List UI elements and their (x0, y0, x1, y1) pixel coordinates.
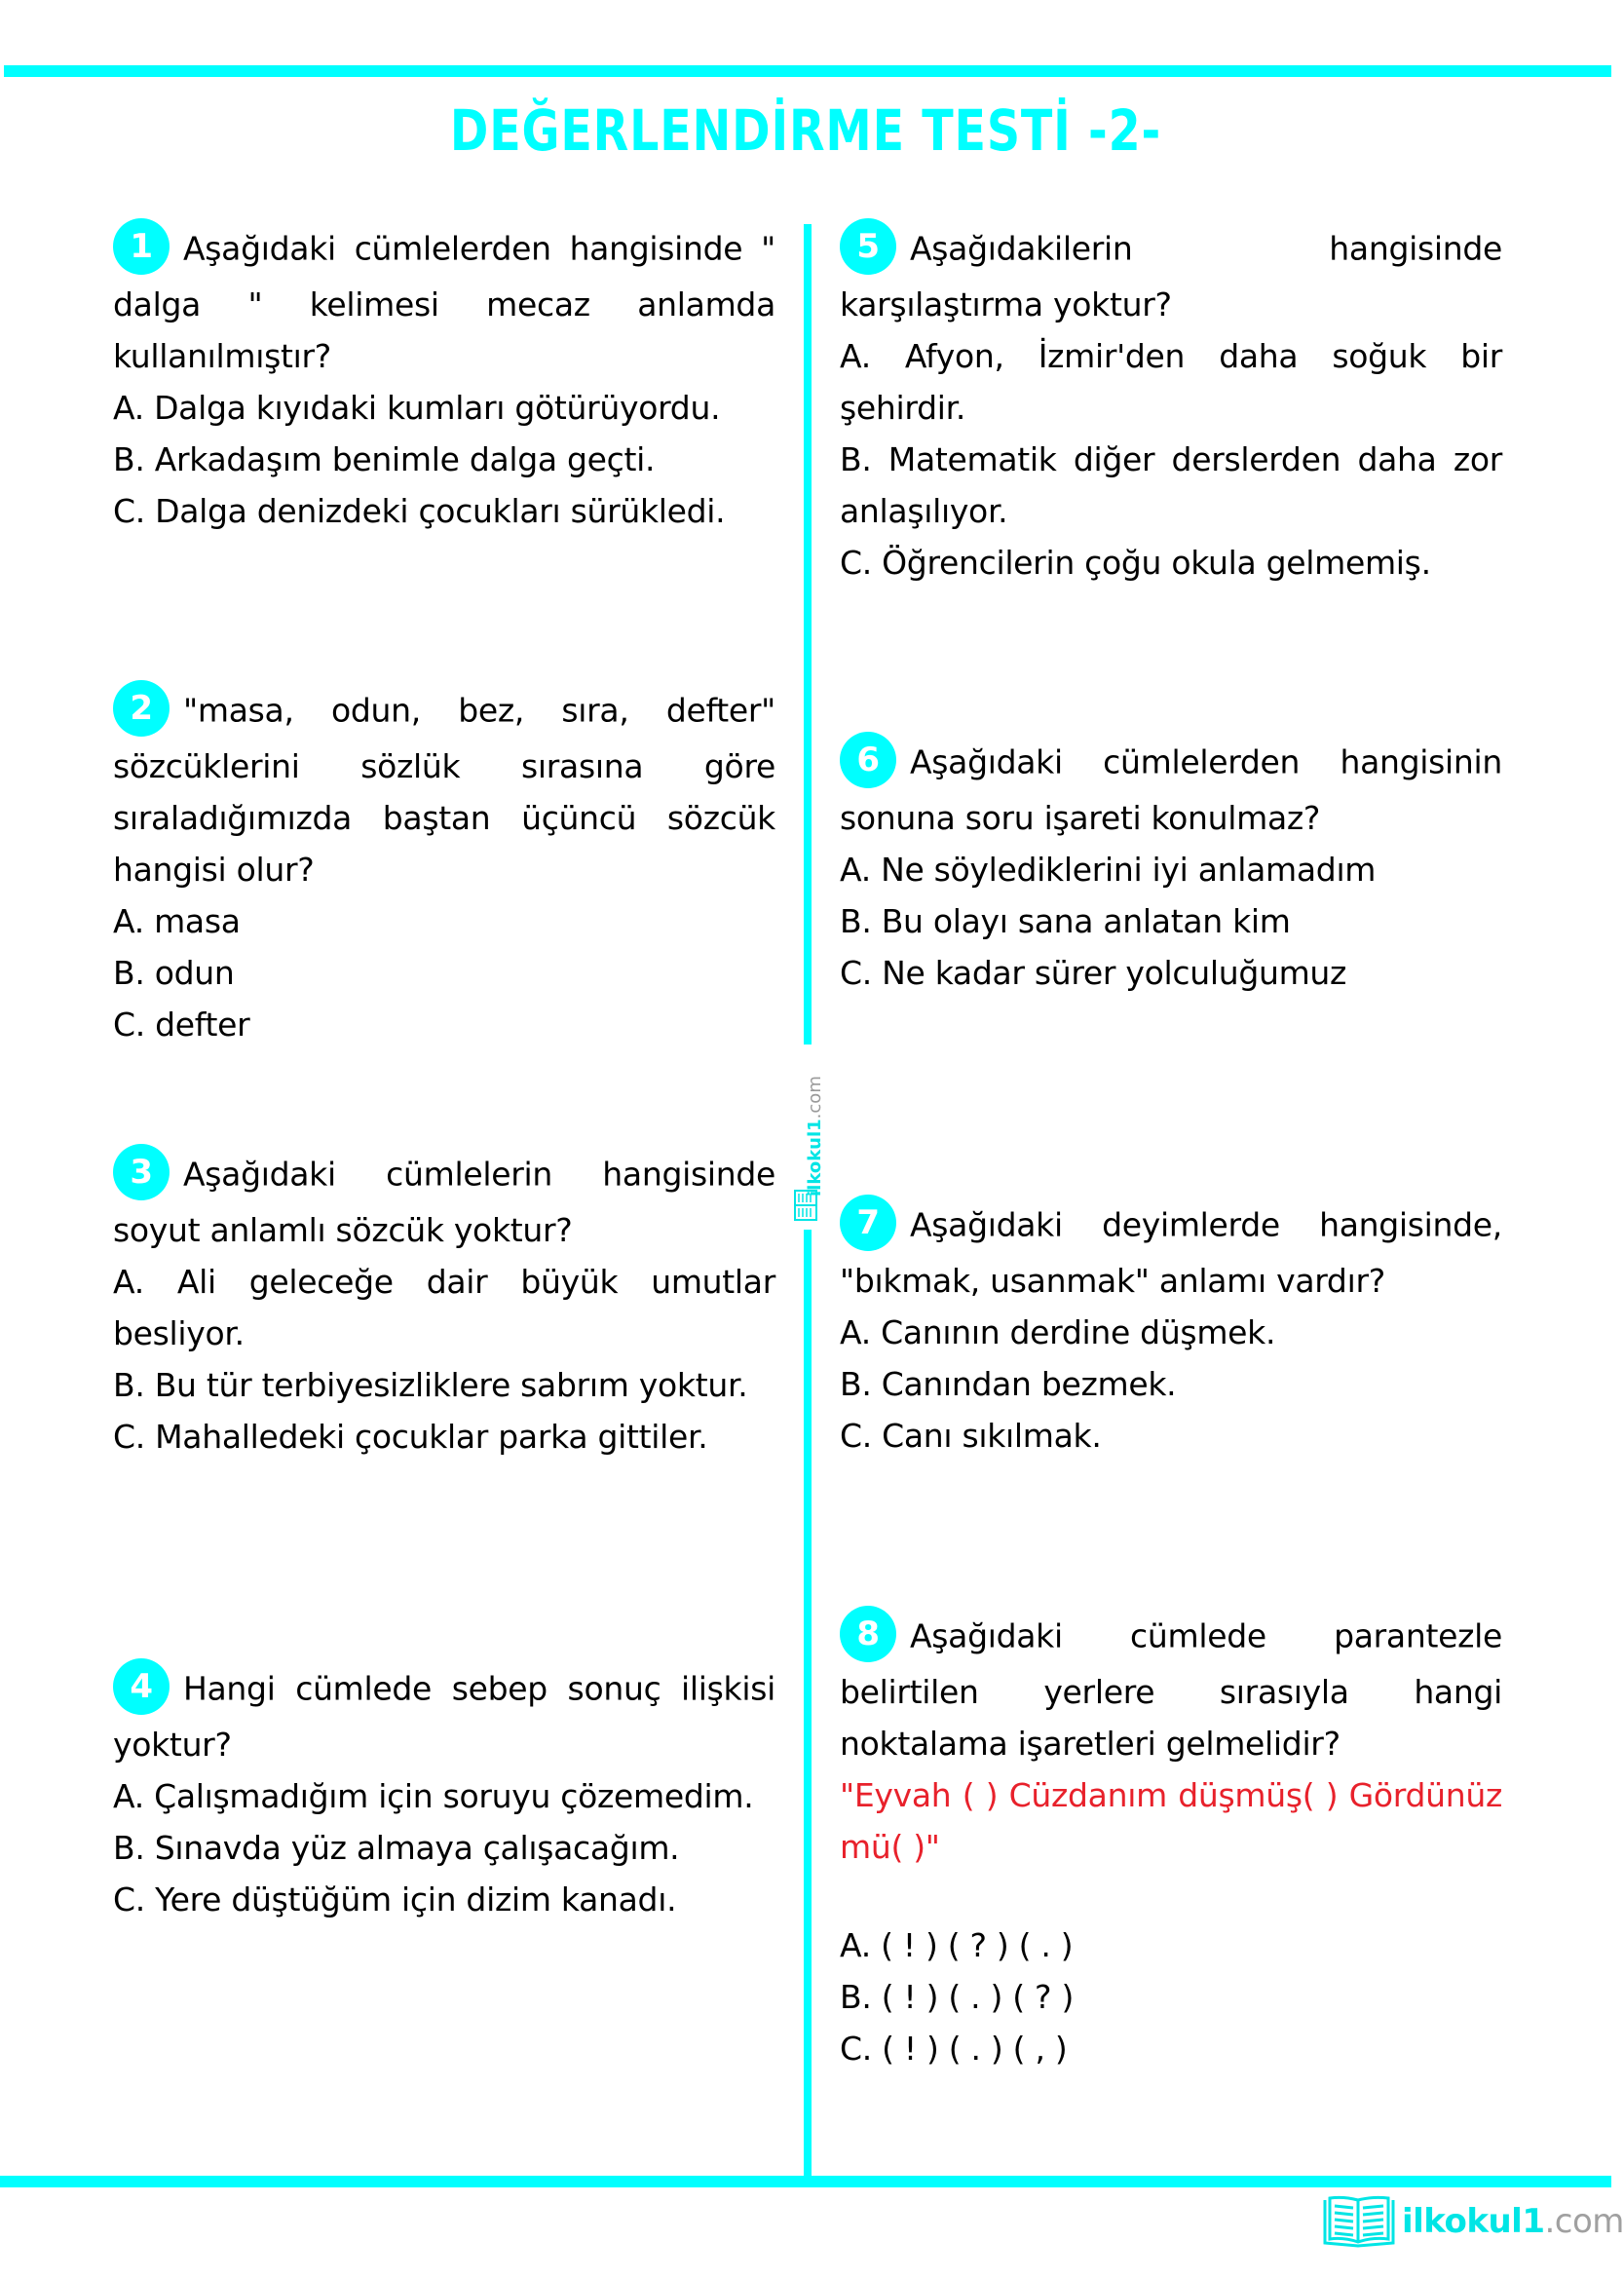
watermark-text: ilkokul1.com (805, 1076, 825, 1196)
option-b: B. odun (113, 954, 235, 992)
side-watermark (779, 1072, 825, 1228)
option-b: B. ( ! ) ( . ) ( ? ) (840, 1978, 1075, 2016)
option-c: C. Öğrencilerin çoğu okula gelmemiş. (840, 544, 1431, 582)
question-1 (113, 222, 775, 537)
question-text: Aşağıdaki cümlelerden hangisinin sonuna soru işareti konulmaz? (840, 742, 1502, 837)
option-a: A. Çalışmadığım için soruyu çözemedim. (113, 1777, 754, 1815)
question-7 (840, 1198, 1502, 1462)
option-b: B. Bu olayı sana anlatan kim (840, 902, 1291, 940)
question-8 (840, 1610, 1502, 2074)
question-text: Hangi cümlede sebep sonuç ilişkisi yoktur? (113, 1669, 775, 1764)
option-b: B. Bu tür terbiyesizliklere sabrım yoktur. (113, 1366, 748, 1404)
question-number-badge: 2 (113, 680, 170, 737)
question-number-badge: 1 (113, 218, 170, 275)
option-c: C. defter (113, 1006, 250, 1044)
footer-brand: ilkokul1.com (1402, 2202, 1624, 2241)
question-number-badge: 6 (840, 732, 896, 788)
question-text: Aşağıdaki deyimlerde hangisinde, "bıkmak, usanmak" anlamı vardır? (840, 1205, 1502, 1300)
top-accent-bar (4, 65, 1611, 77)
open-book-icon (1322, 2194, 1396, 2249)
option-a: A. Ne söylediklerini iyi anlamadım (840, 851, 1377, 889)
question-stem (113, 222, 775, 382)
option-a: A. Dalga kıyıdaki kumları götürüyordu. (113, 389, 721, 427)
question-stem (113, 1662, 775, 1770)
question-4 (113, 1662, 775, 1925)
question-number-badge: 5 (840, 218, 896, 275)
column-divider-bottom (804, 1230, 812, 2177)
option-a: A. Ali geleceğe dair büyük umutlar besliyor. (113, 1263, 775, 1352)
option-b: B. Matematik diğer derslerden daha zor anlaşılıyor. (840, 440, 1502, 530)
question-number-badge: 3 (113, 1144, 170, 1200)
answer-options (840, 1919, 1502, 2074)
question-stem (840, 736, 1502, 844)
question-3 (113, 1148, 775, 1462)
question-stem (113, 684, 775, 895)
option-b: B. Arkadaşım benimle dalga geçti. (113, 440, 656, 478)
question-text: Aşağıdakilerin hangisinde karşılaştırma yoktur? (840, 229, 1502, 323)
option-a: A. masa (113, 902, 241, 940)
option-c: C. Dalga denizdeki çocukları sürükledi. (113, 492, 726, 530)
option-c: C. ( ! ) ( . ) ( , ) (840, 2030, 1068, 2068)
question-number-badge: 8 (840, 1606, 896, 1662)
option-b: B. Canından bezmek. (840, 1365, 1177, 1403)
option-c: C. Yere düştüğüm için dizim kanadı. (113, 1880, 677, 1918)
option-c: C. Canı sıkılmak. (840, 1417, 1102, 1455)
question-text: "masa, odun, bez, sıra, defter" sözcüklerini sözlük sırasına göre sıraladığımızda baştan üçüncü sözcük hangisi olur? (113, 691, 775, 889)
option-a: A. Afyon, İzmir'den daha soğuk bir şehirdir. (840, 337, 1502, 427)
question-stem (840, 1610, 1502, 1769)
option-c: C. Mahalledeki çocuklar parka gittiler. (113, 1418, 708, 1456)
option-a: A. ( ! ) ( ? ) ( . ) (840, 1926, 1074, 1964)
question-stem (113, 1148, 775, 1256)
footer-logo (1322, 2192, 1624, 2251)
question-5 (840, 222, 1502, 589)
question-number-badge: 4 (113, 1658, 170, 1715)
question-2 (113, 684, 775, 1050)
page-title: DEĞERLENDİRME TESTİ -2- (449, 97, 1162, 164)
question-text: Aşağıdaki cümlelerin hangisinde soyut anlamlı sözcük yoktur? (113, 1155, 775, 1249)
question-text: Aşağıdaki cümlelerden hangisinde " dalga " kelimesi mecaz anlamda kullanılmıştır? (113, 229, 775, 375)
option-b: B. Sınavda yüz almaya çalışacağım. (113, 1829, 680, 1867)
question-stem (840, 1198, 1502, 1307)
question-stem (840, 222, 1502, 330)
column-divider-top (804, 224, 812, 1045)
question-6 (840, 736, 1502, 999)
question-number-badge: 7 (840, 1195, 896, 1251)
option-a: A. Canının derdine düşmek. (840, 1313, 1276, 1351)
question-text: Aşağıdaki cümlede parantezle belirtilen yerlere sırasıyla hangi noktalama işaretleri gelmelidir? (840, 1616, 1502, 1763)
quoted-sentence: "Eyvah ( ) Cüzdanım düşmüş( ) Gördünüz mü( )" (840, 1776, 1502, 1866)
option-c: C. Ne kadar sürer yolculuğumuz (840, 954, 1347, 992)
bottom-accent-bar (0, 2176, 1611, 2187)
